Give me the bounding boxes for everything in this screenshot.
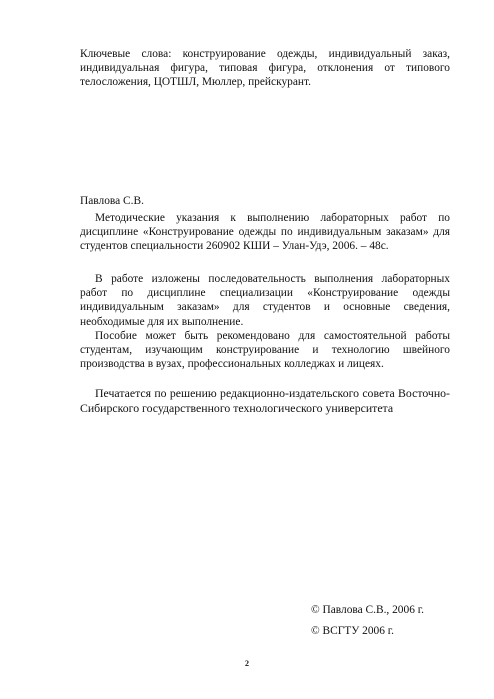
- publication-approval: Печатается по решению редакционно-издательского совета Восточно-Сибирского государственного технологического университета: [80, 386, 450, 415]
- page-number: 2: [245, 659, 249, 668]
- keywords-paragraph: Ключевые слова: конструирование одежды, индивидуальный заказ, индивидуальная фигура, типовая фигура, отклонения от типового телосложения, ЦОТШЛ, Мюллер, прейскурант.: [80, 48, 450, 89]
- bibliographic-description: Методические указания к выполнению лабораторных работ по дисциплине «Конструирование одежды по индивидуальным заказам» для студентов специальности 260902 КШИ – Улан-Удэ, 2006. – 48с.: [80, 212, 450, 253]
- abstract-section: [80, 272, 450, 371]
- copyright-block: [311, 603, 424, 645]
- abstract-paragraph: Пособие может быть рекомендовано для самостоятельной работы студентам, изучающим конструирование и технологию швейного производства в вузах, профессиональных колледжах и лицеях.: [80, 329, 450, 371]
- copyright-university: © ВСГТУ 2006 г.: [311, 625, 395, 637]
- abstract-paragraph: В работе изложены последовательность выполнения лабораторных работ по дисциплине специализации «Конструирование одежды индивидуальным заказам» для студентов и основные сведения, необходимые для их выполнение.: [80, 273, 450, 328]
- copyright-author: © Павлова С.В., 2006 г.: [311, 604, 424, 616]
- author-name: Павлова С.В.: [80, 195, 144, 207]
